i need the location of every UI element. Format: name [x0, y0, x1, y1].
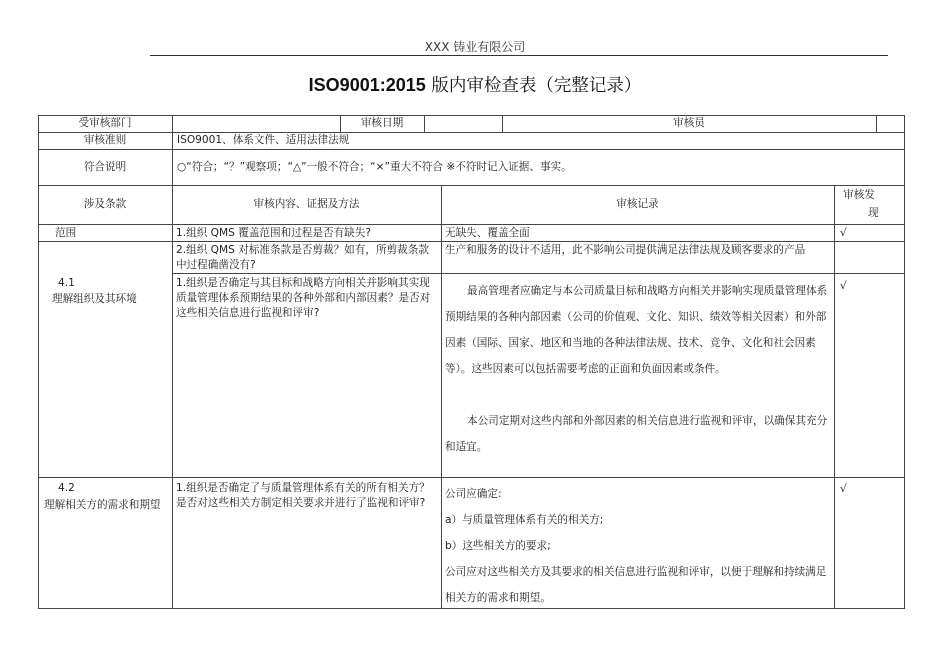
- legend-value: ○“符合；“？”观察项；“△”一般不符合；“×”重大不符合 ※不符时记入证据、事实。: [177, 161, 572, 173]
- dept-label: 受审核部门: [78, 117, 132, 129]
- record-4-1-paragraph-2: 本公司定期对这些内部和外部因素的相关信息进行监视和评审，以确保其充分和适宜。: [445, 415, 828, 453]
- auditor-label: 审核员: [673, 117, 705, 129]
- record-scope-2: 生产和服务的设计不适用，此不影响公司提供满足法律法规及顾客要求的产品: [445, 244, 806, 256]
- record-scope-1: 无缺失、覆盖全面: [445, 227, 530, 239]
- criteria-value: ISO9001、体系文件、适用法律法规: [177, 134, 350, 146]
- finding-check-icon: √: [840, 227, 847, 239]
- finding-check-icon: √: [840, 280, 847, 292]
- criteria-label: 审核准则: [83, 134, 127, 146]
- content-scope-2: 2.组织 QMS 对标准条款是否剪裁？如有，所剪裁条款中过程确凿没有?: [176, 244, 429, 271]
- clause-name-4-2: 理解相关方的需求和期望: [44, 499, 161, 511]
- record-4-2-line-3: b）这些相关方的要求;: [445, 540, 551, 552]
- record-4-2-line-1: 公司应确定:: [445, 488, 502, 500]
- finding-check-icon: √: [840, 483, 847, 495]
- col-header-finding-line1: 审核发: [843, 189, 875, 201]
- title-rest: 版内审检查表（完整记录）: [425, 76, 642, 96]
- record-4-1-paragraph-1: 最高管理者应确定与本公司质量目标和战略方向相关并影响实现质量管理体系预期结果的各种内部因素（公司的价值观、文化、知识、绩效等相关因素）和外部因素（国际、国家、地区和当地的各种法律法规、技术、竞争、文化和社会因素等）。这些因素可以包括需要考虑的正面和负面因素或条件。: [445, 285, 828, 375]
- company-name: XXX 铸业有限公司: [424, 40, 526, 54]
- clause-number-4-2: 4.2: [58, 482, 75, 494]
- col-header-content: 审核内容、证据及方法: [253, 198, 360, 210]
- record-4-2-line-4: 公司应对这些相关方及其要求的相关信息进行监视和评审，以便于理解和持续满足相关方的需求和期望。: [445, 566, 827, 604]
- col-header-clause: 涉及条款: [83, 198, 127, 210]
- title-standard: ISO9001:2015: [308, 75, 426, 95]
- clause-name-scope: 范围: [55, 227, 77, 239]
- col-header-finding-line2: 现: [868, 207, 879, 219]
- record-4-2-line-2: a）与质量管理体系有关的相关方;: [445, 514, 604, 526]
- content-4-2: 1.组织是否确定了与质量管理体系有关的所有相关方？是否对这些相关方制定相关要求并进行了监视和评审?: [176, 482, 430, 509]
- content-scope-1: 1.组织 QMS 覆盖范围和过程是否有缺失?: [176, 227, 371, 239]
- col-header-record: 审核记录: [616, 198, 659, 210]
- legend-label: 符合说明: [83, 161, 127, 173]
- clause-name-4-1: 理解组织及其环境: [52, 293, 137, 305]
- date-label: 审核日期: [360, 117, 404, 129]
- content-4-1: 1.组织是否确定与其目标和战略方向相关并影响其实现质量管理体系预期结果的各种外部和内部因素？是否对这些相关信息进行监视和评审?: [176, 277, 431, 319]
- clause-number-4-1: 4.1: [58, 277, 75, 289]
